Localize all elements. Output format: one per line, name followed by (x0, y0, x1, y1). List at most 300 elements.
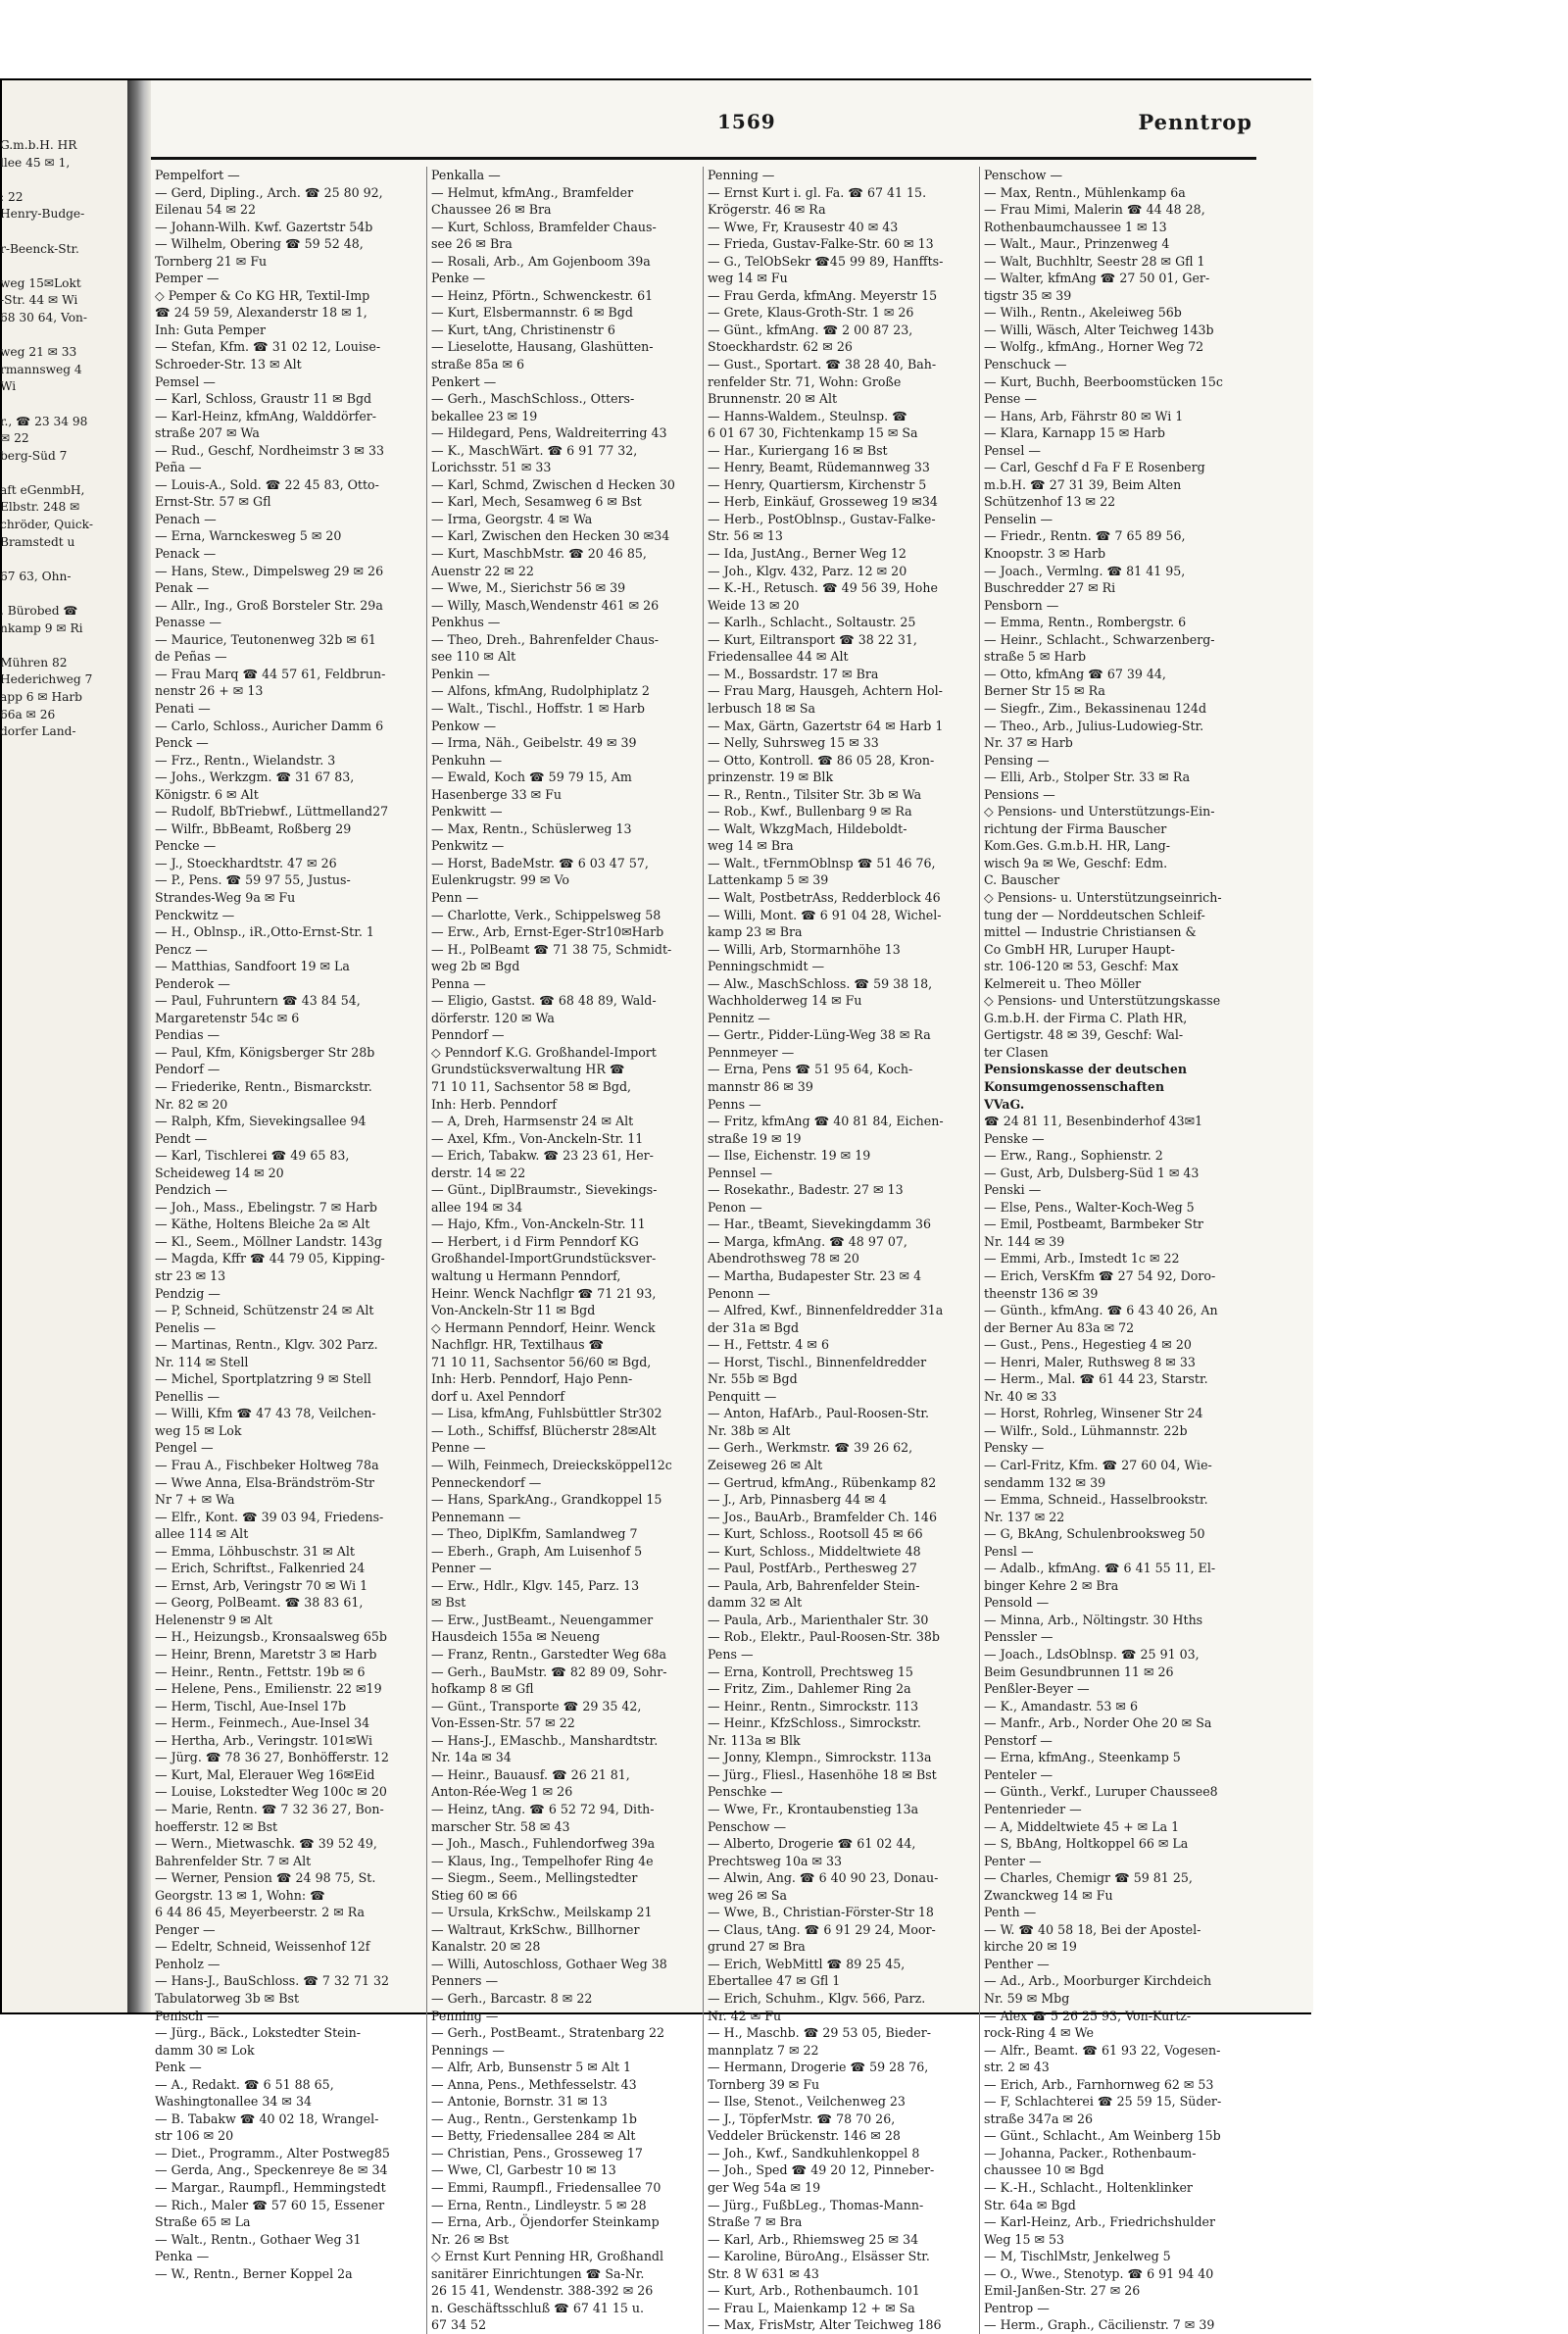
left-page-line: 67 63, Ohn- (0, 569, 72, 583)
directory-line: — Rudolf, BbTriebwf., Lüttmelland27 (155, 804, 389, 819)
directory-line: — Max, FrisMstr, Alter Teichweg 186 (708, 2317, 942, 2333)
directory-line: Pendorf — (155, 1062, 220, 1077)
directory-line: Pennmeyer — (708, 1044, 795, 1060)
directory-line: tung der — Norddeutschen Schleif- (984, 907, 1205, 922)
directory-line: — O., Wwe., Stenotyp. ☎ 6 91 94 40 (984, 2265, 1214, 2281)
directory-line: — Emil, Postbeamt, Barmbeker Str (984, 1217, 1203, 1232)
directory-line: — Christian, Pens., Grosseweg 17 (431, 2145, 643, 2160)
directory-column-1 (151, 167, 427, 2334)
directory-line: Peña — (155, 460, 202, 475)
directory-line: see 110 ✉ Alt (431, 649, 516, 665)
directory-line: Nr. 144 ✉ 39 (984, 1233, 1065, 1249)
directory-line: — Heinr., Bauausf. ☎ 26 21 81, (431, 1766, 630, 1782)
directory-line: Prechtsweg 10a ✉ 33 (708, 1853, 843, 1868)
directory-line: — M, TischlMstr, Jenkelweg 5 (984, 2249, 1171, 2264)
directory-line: weg 15 ✉ Lok (155, 1422, 242, 1438)
directory-line: — Walt., Rentn., Gothaer Weg 31 (155, 2231, 362, 2247)
directory-line: — Willi, Wäsch, Alter Teichweg 143b (984, 322, 1214, 337)
directory-line: — Rob., Kwf., Bullenbarg 9 ✉ Ra (708, 804, 912, 819)
directory-line: Pendzig — (155, 1285, 220, 1301)
left-page-line (0, 172, 127, 189)
directory-line: Nr. 137 ✉ 22 (984, 1509, 1065, 1524)
directory-line: — Diet., Programm., Alter Postweg85 (155, 2145, 390, 2160)
directory-line: Penstorf — (984, 1732, 1053, 1748)
directory-line: — Max, Gärtn, Gazertstr 64 ✉ Harb 1 (708, 718, 944, 733)
directory-line: renfelder Str. 71, Wohn: Große (708, 373, 902, 389)
directory-line: Penkuhn — (431, 752, 503, 768)
directory-line: — Horst, Rohrleg, Winsener Str 24 (984, 1406, 1203, 1421)
directory-line: Chaussee 26 ✉ Bra (431, 202, 552, 218)
directory-line: — Rosekathr., Badestr. 27 ✉ 13 (708, 1182, 904, 1198)
directory-line: — Gerh., Barcastr. 8 ✉ 22 (431, 1990, 593, 2006)
directory-line: — Ad., Arb., Moorburger Kirchdeich (984, 1973, 1212, 1989)
directory-line: — Martha, Budapester Str. 23 ✉ 4 (708, 1268, 922, 1283)
directory-line: Buschredder 27 ✉ Ri (984, 580, 1116, 596)
directory-line: Pensborn — (984, 597, 1059, 613)
directory-line: Pencke — (155, 838, 217, 854)
directory-line: Inh: Herb. Penndorf, Hajo Penn- (431, 1371, 633, 1387)
directory-line: Penteler — (984, 1766, 1054, 1782)
directory-line: mittel — Industrie Christiansen & (984, 924, 1197, 940)
directory-line: — Ilse, Eichenstr. 19 ✉ 19 (708, 1148, 871, 1164)
directory-line: Brunnenstr. 20 ✉ Alt (708, 391, 838, 407)
directory-line: — R., Rentn., Tilsiter Str. 3b ✉ Wa (708, 786, 922, 802)
directory-line: — Theo, DiplKfm, Samlandweg 7 (431, 1526, 638, 1542)
directory-line: — A, Middeltwiete 45 + ✉ La 1 (984, 1818, 1180, 1834)
directory-line: — Jonny, Klempn., Simrockstr. 113a (708, 1750, 932, 1765)
directory-line: — Marie, Rentn. ☎ 7 32 36 27, Bon- (155, 1801, 384, 1816)
directory-line: derstr. 14 ✉ 22 (431, 1165, 526, 1180)
directory-line: — Wwe, M., Sierichstr 56 ✉ 39 (431, 580, 626, 596)
directory-line: — Joach., LdsOblnsp. ☎ 25 91 03, (984, 1647, 1200, 1663)
directory-line: — Erich, Tabakw. ☎ 23 23 61, Her- (431, 1148, 654, 1164)
directory-line: Eilenau 54 ✉ 22 (155, 202, 257, 218)
directory-line: — Edeltr, Schneid, Weissenhof 12f (155, 1939, 370, 1955)
directory-line: Stieg 60 ✉ 66 (431, 1887, 517, 1903)
directory-line: — Alex ☎ 5 26 25 93, Von-Kurtz- (984, 2008, 1192, 2023)
directory-line: — Joh., Kwf., Sandkuhlenkoppel 8 (708, 2145, 920, 2160)
directory-line: — Heinz, Pförtn., Schwenckestr. 61 (431, 287, 654, 303)
directory-line: — Lisa, kfmAng, Fuhlsbüttler Str302 (431, 1406, 662, 1421)
directory-line: — Käthe, Holtens Bleiche 2a ✉ Alt (155, 1217, 370, 1232)
directory-columns (151, 167, 1256, 2334)
directory-line: — Alfr., Beamt. ☎ 61 93 22, Vogesen- (984, 2042, 1221, 2058)
directory-line: straße 5 ✉ Harb (984, 649, 1087, 665)
directory-line: — Erna, kfmAng., Steenkamp 5 (984, 1750, 1181, 1765)
directory-line: Nachflgr. HR, Textilhaus ☎ (431, 1337, 605, 1353)
directory-line: Nr. 26 ✉ Bst (431, 2231, 510, 2247)
directory-line: — Charles, Chemigr ☎ 59 81 25, (984, 1870, 1193, 1886)
directory-line: — Georg, PolBeamt. ☎ 38 83 61, (155, 1595, 364, 1611)
directory-line: — Otto, Kontroll. ☎ 86 05 28, Kron- (708, 752, 935, 768)
directory-line: allee 114 ✉ Alt (155, 1526, 249, 1542)
directory-line: — Willi, Kfm ☎ 47 43 78, Veilchen- (155, 1406, 376, 1421)
directory-line: Penak — (155, 580, 210, 596)
directory-line: weg 2b ✉ Bgd (431, 959, 520, 974)
directory-line: — Willy, Masch,Wendenstr 461 ✉ 26 (431, 597, 660, 613)
directory-line: chaussee 10 ✉ Bgd (984, 2162, 1104, 2178)
directory-line: Schroeder-Str. 13 ✉ Alt (155, 357, 302, 372)
directory-line: Penckwitz — (155, 907, 235, 922)
directory-line: ◇ Ernst Kurt Penning HR, Großhandl (431, 2249, 664, 2264)
directory-line: — Irma, Näh., Geibelstr. 49 ✉ 39 (431, 735, 637, 751)
left-page-line (0, 551, 127, 569)
directory-line: — Irma, Georgstr. 4 ✉ Wa (431, 511, 593, 526)
directory-line: Penquitt — (708, 1388, 777, 1404)
directory-line: Von-Anckeln-Str 11 ✉ Bgd (431, 1303, 596, 1318)
directory-line: — G, BkAng, Schulenbrooksweg 50 (984, 1526, 1205, 1542)
directory-line: — Günth., Verkf., Luruper Chaussee8 (984, 1784, 1218, 1800)
directory-line: Penkin — (431, 666, 490, 681)
directory-line: Straße 65 ✉ La (155, 2214, 251, 2230)
directory-line: — Kurt, Arb., Rothenbaumch. 101 (708, 2283, 920, 2299)
directory-line: Penningschmidt — (708, 959, 825, 974)
directory-line: — Paul, Kfm, Königsberger Str 28b (155, 1044, 375, 1060)
directory-line: Penderok — (155, 975, 230, 991)
directory-line: — Carlo, Schloss., Auricher Damm 6 (155, 718, 384, 733)
directory-line: — Wwe, Cl, Garbestr 10 ✉ 13 (431, 2162, 616, 2178)
directory-line: Str. 64a ✉ Bgd (984, 2197, 1076, 2212)
directory-line: str 106 ✉ 20 (155, 2128, 234, 2144)
directory-line: — Günt., Schlacht., Am Weinberg 15b (984, 2128, 1221, 2144)
directory-line: Penkhus — (431, 615, 501, 630)
directory-line: 26 15 41, Wendenstr. 388-392 ✉ 26 (431, 2283, 654, 2299)
directory-line: — Otto, kfmAng ☎ 67 39 44, (984, 666, 1166, 681)
directory-line: Pemsel — (155, 373, 216, 389)
directory-line: — Herm., Graph., Cäcilienstr. 7 ✉ 39 (984, 2317, 1215, 2333)
directory-line: Friedensallee 44 ✉ Alt (708, 649, 849, 665)
left-page-line: app 6 ✉ Harb (0, 690, 82, 704)
directory-line: Nr. 14a ✉ 34 (431, 1750, 512, 1765)
directory-line: Rothenbaumchaussee 1 ✉ 13 (984, 219, 1167, 234)
directory-line: Penach — (155, 511, 217, 526)
directory-line: Kelmereit u. Theo Möller (984, 975, 1142, 991)
directory-line: — Gust, Arb, Dulsberg-Süd 1 ✉ 43 (984, 1165, 1200, 1180)
directory-line: — Erna, Arb., Öjendorfer Steinkamp (431, 2214, 660, 2230)
directory-line: — Henry, Beamt, Rüdemannweg 33 (708, 460, 930, 475)
directory-line: Pennings — (431, 2042, 505, 2058)
left-page-line: Mühren 82 (0, 655, 68, 670)
directory-line: — Rud., Geschf, Nordheimstr 3 ✉ 33 (155, 442, 384, 458)
directory-line: — Hans, SparkAng., Grandkoppel 15 (431, 1492, 662, 1508)
directory-line: 71 10 11, Sachsentor 56/60 ✉ Bgd, (431, 1354, 652, 1369)
directory-line: Str. 56 ✉ 13 (708, 528, 783, 544)
directory-line: — Theo, Dreh., Bahrenfelder Chaus- (431, 631, 660, 647)
directory-line: wisch 9a ✉ We, Geschf: Edm. (984, 855, 1168, 870)
left-page-text (0, 80, 127, 741)
directory-line: — Herm, Tischl, Aue-Insel 17b (155, 1698, 347, 1713)
directory-line: lerbusch 18 ✉ Sa (708, 700, 816, 716)
directory-line: — Joh., Klgv. 432, Parz. 12 ✉ 20 (708, 563, 907, 578)
directory-line: — Walt., Maur., Prinzenweg 4 (984, 236, 1170, 252)
directory-line: Nr. 55b ✉ Bgd (708, 1371, 798, 1387)
directory-line: — Gerh., MaschSchloss., Otters- (431, 391, 635, 407)
directory-line: Zwanckweg 14 ✉ Fu (984, 1887, 1113, 1903)
left-page-line: 68 30 64, Von- (0, 310, 88, 324)
directory-line: Hausdeich 155a ✉ Neueng (431, 1629, 601, 1645)
directory-line: — Erich, Arb., Farnhornweg 62 ✉ 53 (984, 2076, 1214, 2092)
directory-line: der 31a ✉ Bgd (708, 1319, 800, 1335)
directory-line: — Ernst Kurt i. gl. Fa. ☎ 67 41 15. (708, 184, 927, 200)
directory-line: Zeiseweg 26 ✉ Alt (708, 1458, 823, 1473)
directory-line: Penneckendorf — (431, 1474, 542, 1490)
directory-line: ter Clasen (984, 1044, 1049, 1060)
directory-line: Straße 7 ✉ Bra (708, 2214, 803, 2230)
directory-line: Pendzich — (155, 1182, 227, 1198)
left-page-line: G.m.b.H. HR (0, 138, 77, 152)
directory-line: — H., Heizungsb., Kronsaalsweg 65b (155, 1629, 387, 1645)
directory-line: — Henri, Maler, Ruthsweg 8 ✉ 33 (984, 1354, 1196, 1369)
directory-line: de Peñas — (155, 649, 227, 665)
directory-line: Penonn — (708, 1285, 770, 1301)
directory-line: Nr. 59 ✉ Mbg (984, 1990, 1070, 2006)
directory-line: Penkalla — (431, 168, 501, 182)
directory-line: — Günth., kfmAng. ☎ 6 43 40 26, An (984, 1303, 1218, 1318)
directory-line: Bahrenfelder Str. 7 ✉ Alt (155, 1853, 312, 1868)
directory-line: — Max, Rentn., Schüslerweg 13 (431, 820, 632, 836)
left-page-line: 66a ✉ 26 (0, 707, 56, 721)
directory-line: — Günt., DiplBraumstr., Sievekings- (431, 1182, 658, 1198)
directory-line: — Heinr., Rentn., Simrockstr. 113 (708, 1698, 919, 1713)
directory-line: — Wilfr., BbBeamt, Roßberg 29 (155, 820, 352, 836)
directory-line: — Ursula, KrkSchw., Meilskamp 21 (431, 1905, 653, 1920)
directory-line: ◇ Pensions- u. Unterstützungseinrich- (984, 889, 1222, 905)
directory-line: — Kurt, tAng, Christinenstr 6 (431, 322, 615, 337)
directory-line: — Marga, kfmAng. ☎ 48 97 07, (708, 1233, 907, 1249)
left-page-line: Bramstedt u (0, 534, 75, 549)
directory-line: — Horst, Tischl., Binnenfeldredder (708, 1354, 927, 1369)
left-page-line: weg 15✉Lokt (0, 275, 81, 290)
directory-line: — K.-H., Retusch. ☎ 49 56 39, Hohe (708, 580, 938, 596)
directory-line: Penellis — (155, 1388, 220, 1404)
directory-line: — Siegfr., Zim., Bekassinenau 124d (984, 700, 1207, 716)
directory-line: — Jürg. ☎ 78 36 27, Bonhöfferstr. 12 (155, 1750, 389, 1765)
directory-line: — Gerh., Werkmstr. ☎ 39 26 62, (708, 1440, 913, 1456)
directory-line: — H., Oblnsp., iR.,Otto-Ernst-Str. 1 (155, 924, 374, 940)
directory-line: — W. ☎ 40 58 18, Bei der Apostel- (984, 1921, 1201, 1937)
directory-line: Weide 13 ✉ 20 (708, 597, 800, 613)
directory-line: Pensionskasse der deutschen (984, 1062, 1187, 1077)
directory-line: — Gerh., PostBeamt., Stratenbarg 22 (431, 2025, 665, 2041)
directory-line: Penski — (984, 1182, 1042, 1198)
directory-line: Penssler — (984, 1629, 1054, 1645)
page-header (151, 110, 1252, 141)
directory-line: — Walt, Buchhltr, Seestr 28 ✉ Gfl 1 (984, 253, 1205, 269)
directory-line: — K., MaschWärt. ☎ 6 91 77 32, (431, 442, 638, 458)
directory-line: — Erna, Pens ☎ 51 95 64, Koch- (708, 1062, 913, 1077)
directory-line: Penske — (984, 1130, 1045, 1146)
directory-line: — J., TöpferMstr. ☎ 78 70 26, (708, 2111, 896, 2126)
left-page-line: : 22 (0, 189, 24, 204)
directory-line: Penholz — (155, 1956, 220, 1971)
directory-line: Penselin — (984, 511, 1054, 526)
directory-line: Heinr. Wenck Nachflgr ☎ 71 21 93, (431, 1285, 657, 1301)
directory-line: Penschow — (708, 1818, 787, 1834)
directory-line: — Hajo, Kfm., Von-Anckeln-Str. 11 (431, 1217, 646, 1232)
directory-line: — Hans, Stew., Dimpelsweg 29 ✉ 26 (155, 563, 384, 578)
directory-line: weg 26 ✉ Sa (708, 1887, 788, 1903)
directory-line: — Jürg., FußbLeg., Thomas-Mann- (708, 2197, 924, 2212)
directory-line: Penon — (708, 1199, 762, 1215)
directory-line: — Helene, Pens., Emilienstr. 22 ✉19 (155, 1681, 382, 1697)
directory-line: ◇ Hermann Penndorf, Heinr. Wenck (431, 1319, 656, 1335)
directory-line: marscher Str. 58 ✉ 43 (431, 1818, 570, 1834)
right-page (151, 80, 1313, 2333)
directory-line: Von-Essen-Str. 57 ✉ 22 (431, 1715, 575, 1731)
directory-line: — Waltraut, KrkSchw., Billhorner (431, 1921, 640, 1937)
directory-line: Hasenberge 33 ✉ Fu (431, 786, 563, 802)
directory-line: Penisch — (155, 2008, 220, 2023)
directory-line: — Willi, Arb, Stormarnhöhe 13 (708, 941, 901, 957)
directory-line: — Joach., Vermlng. ☎ 81 41 95, (984, 563, 1186, 578)
directory-line: — Frau L, Maienkamp 12 + ✉ Sa (708, 2300, 915, 2315)
directory-line: ◇ Pemper & Co KG HR, Textil-Imp (155, 287, 370, 303)
directory-line: — Alw., MaschSchloss. ☎ 59 38 18, (708, 975, 933, 991)
directory-line: — Elli, Arb., Stolper Str. 33 ✉ Ra (984, 770, 1191, 785)
directory-line: — Alfons, kfmAng, Rudolphiplatz 2 (431, 683, 650, 699)
directory-line: VVaG. (984, 1096, 1025, 1112)
directory-line: theenstr 136 ✉ 39 (984, 1285, 1099, 1301)
directory-line: G.m.b.H. der Firma C. Plath HR, (984, 1010, 1188, 1025)
directory-line: — Grete, Klaus-Groth-Str. 1 ✉ 26 (708, 305, 914, 321)
directory-line: damm 30 ✉ Lok (155, 2042, 255, 2058)
directory-line: Penkert — (431, 373, 497, 389)
directory-line: — Karl, Mech, Sesamweg 6 ✉ Bst (431, 494, 642, 510)
directory-line: straße 347a ✉ 26 (984, 2111, 1094, 2126)
directory-line: Eulenkrugstr. 99 ✉ Vo (431, 872, 569, 888)
directory-line: Penasse — (155, 615, 221, 630)
directory-line: — Stefan, Kfm. ☎ 31 02 12, Louise- (155, 339, 381, 355)
left-page-line: Henry-Budge- (0, 207, 85, 222)
left-page-line (0, 223, 127, 241)
directory-line: — Emma, Rentn., Rombergstr. 6 (984, 615, 1187, 630)
directory-line: hofkamp 8 ✉ Gfl (431, 1681, 534, 1697)
directory-line: Nr 7 + ✉ Wa (155, 1492, 235, 1508)
directory-line: — Minna, Arb., Nöltingstr. 30 Hths (984, 1612, 1203, 1627)
directory-line: — Walt., tFernmOblnsp ☎ 51 46 76, (708, 855, 936, 870)
directory-line: ger Weg 54a ✉ 19 (708, 2179, 821, 2195)
book-gutter (127, 80, 151, 2012)
directory-line: allee 194 ✉ 34 (431, 1199, 523, 1215)
directory-line: — Friedr., Rentn. ☎ 7 65 89 56, (984, 528, 1186, 544)
directory-line: — Rich., Maler ☎ 57 60 15, Essener (155, 2197, 385, 2212)
directory-line: — Erw., Arb, Ernst-Eger-Str10✉Harb (431, 924, 664, 940)
left-page-line: ✉ 22 (0, 431, 29, 446)
directory-line: — Karl-Heinz, kfmAng, Walddörfer- (155, 408, 377, 423)
directory-line: — Erich, VersKfm ☎ 27 54 92, Doro- (984, 1268, 1216, 1283)
directory-line: straße 19 ✉ 19 (708, 1130, 802, 1146)
directory-line: Penati — (155, 700, 211, 716)
directory-line: — Johs., Werkzgm. ☎ 31 67 83, (155, 770, 355, 785)
directory-line: — Anton, HafArb., Paul-Roosen-Str. (708, 1406, 929, 1421)
directory-line: — H., Fettstr. 4 ✉ 6 (708, 1337, 829, 1353)
directory-line: Nr. 37 ✉ Harb (984, 735, 1073, 751)
directory-line: Stoeckhardstr. 62 ✉ 26 (708, 339, 853, 355)
directory-line: — Herb., PostOblnsp., Gustav-Falke- (708, 511, 936, 526)
directory-line: Nr. 40 ✉ 33 (984, 1388, 1057, 1404)
directory-line: Penßler-Beyer — (984, 1681, 1090, 1697)
directory-line: weg 14 ✉ Bra (708, 838, 794, 854)
directory-line: — Karl, Schmd, Zwischen d Hecken 30 (431, 476, 675, 492)
directory-line: — H., Maschb. ☎ 29 53 05, Bieder- (708, 2025, 931, 2041)
directory-line: — Erna, Rentn., Lindleystr. 5 ✉ 28 (431, 2197, 647, 2212)
directory-line: — Allr., Ing., Groß Borsteler Str. 29a (155, 597, 383, 613)
directory-line: see 26 ✉ Bra (431, 236, 513, 252)
directory-line: Gertigstr. 48 ✉ 39, Geschf: Wal- (984, 1027, 1184, 1043)
directory-line: — Herbert, i d Firm Penndorf KG (431, 1233, 639, 1249)
directory-line: — Kurt, Schloss., Middeltwiete 48 (708, 1543, 921, 1559)
left-page-line: chröder, Quick- (0, 518, 93, 532)
directory-line: Inh: Herb. Penndorf (431, 1096, 557, 1112)
directory-line: Pensing — (984, 752, 1050, 768)
directory-line: Großhandel-ImportGrundstücksver- (431, 1251, 657, 1266)
directory-line: Penger — (155, 1921, 216, 1937)
directory-line: sanitärer Einrichtungen ☎ Sa-Nr. (431, 2265, 645, 2281)
left-page-line: , Bürobed ☎ (0, 604, 78, 619)
directory-line: Helenenstr 9 ✉ Alt (155, 1612, 272, 1627)
directory-line: ☎ 24 59 59, Alexanderstr 18 ✉ 1, (155, 305, 368, 321)
directory-line: — Ralph, Kfm, Sievekingsallee 94 (155, 1114, 367, 1129)
directory-line: — Alberto, Drogerie ☎ 61 02 44, (708, 1836, 916, 1852)
directory-line: waltung u Hermann Penndorf, (431, 1268, 621, 1283)
directory-line: Str. 8 W 631 ✉ 43 (708, 2265, 819, 2281)
directory-line: — Rosali, Arb., Am Gojenboom 39a (431, 253, 651, 269)
directory-line: Penner — (431, 1561, 492, 1576)
directory-line: — Maurice, Teutonenweg 32b ✉ 61 (155, 631, 376, 647)
left-page-fragment (2, 80, 127, 2012)
directory-line: — Hans-J., EMaschb., Manshardtstr. (431, 1732, 659, 1748)
directory-line: — Wwe Anna, Elsa-Brändström-Str (155, 1474, 375, 1490)
directory-line: Pennemann — (431, 1509, 521, 1524)
directory-line: — Eligio, Gastst. ☎ 68 48 89, Wald- (431, 993, 657, 1009)
directory-line: Tabulatorweg 3b ✉ Bst (155, 1990, 300, 2006)
directory-line: 71 10 11, Sachsentor 58 ✉ Bgd, (431, 1078, 632, 1094)
directory-line: Georgstr. 13 ✉ 1, Wohn: ☎ (155, 1887, 325, 1903)
directory-line: ◇ Pensions- und Unterstützungskasse (984, 993, 1221, 1009)
directory-line: — Wilh., Rentn., Akeleiweg 56b (984, 305, 1182, 321)
directory-line: — Karl, Schloss, Graustr 11 ✉ Bgd (155, 391, 372, 407)
directory-line: Penack — (155, 546, 217, 562)
directory-line: — Herm., Feinmech., Aue-Insel 34 (155, 1715, 370, 1731)
directory-line: — Kurt, Eiltransport ☎ 38 22 31, (708, 631, 917, 647)
directory-line: — Gerh., BauMstr. ☎ 82 89 09, Sohr- (431, 1664, 667, 1679)
directory-line: — Herb, Einkäuf, Grosseweg 19 ✉34 (708, 494, 938, 510)
directory-line: — W., Rentn., Berner Koppel 2a (155, 2265, 353, 2281)
directory-line: Berner Str 15 ✉ Ra (984, 683, 1105, 699)
directory-line: Penkwitz — (431, 838, 505, 854)
directory-line: Weg 15 ✉ 53 (984, 2231, 1065, 2247)
directory-line: — Loth., Schiffsf, Blücherstr 28✉Alt (431, 1422, 657, 1438)
directory-line: — Wolfg., kfmAng., Horner Weg 72 (984, 339, 1204, 355)
directory-line: — Matthias, Sandfoort 19 ✉ La (155, 959, 350, 974)
directory-line: — Wilhelm, Obering ☎ 59 52 48, (155, 236, 364, 252)
directory-line: Kom.Ges. G.m.b.H. HR, Lang- (984, 838, 1170, 854)
directory-line: — Walter, kfmAng ☎ 27 50 01, Ger- (984, 271, 1210, 286)
left-page-line (0, 585, 127, 603)
directory-line: — Franz, Rentn., Garstedter Weg 68a (431, 1647, 666, 1663)
scanned-book-spread (0, 78, 1311, 2333)
directory-line: — Heinr, Brenn, Maretstr 3 ✉ Harb (155, 1647, 377, 1663)
directory-line: Penschke — (708, 1784, 783, 1800)
page-number: 1569 (717, 110, 776, 133)
left-page-line: rmannsweg 4 (0, 362, 82, 376)
directory-line: mannplatz 7 ✉ 22 (708, 2042, 819, 2058)
directory-line: — Kurt, MaschbMstr. ☎ 20 46 85, (431, 546, 647, 562)
directory-column-3 (704, 167, 980, 2334)
directory-line: — Frau Marg, Hausgeh, Achtern Hol- (708, 683, 943, 699)
directory-line: — Nelly, Suhrsweg 15 ✉ 33 (708, 735, 879, 751)
directory-line: Strandes-Weg 9a ✉ Fu (155, 889, 296, 905)
